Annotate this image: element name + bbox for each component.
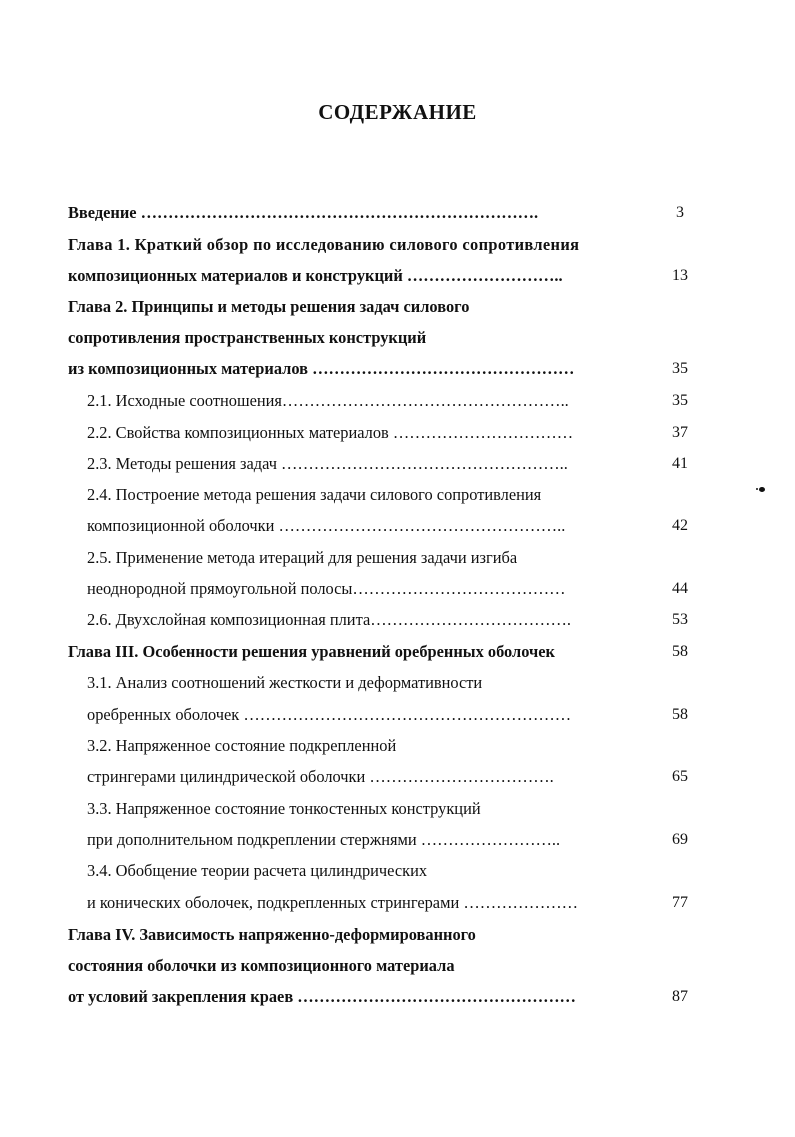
- toc-line: от условий закрепления краев ……………………………………………: [68, 987, 576, 1006]
- toc-page-number: 41: [672, 455, 688, 472]
- toc-page-number: 35: [672, 360, 688, 377]
- toc-page-number: 35: [672, 392, 688, 409]
- toc-page-number: 58: [672, 706, 688, 723]
- toc-page-number: 44: [672, 580, 688, 597]
- ink-mark: [756, 487, 765, 493]
- toc-line: 2.5. Применение метода итераций для решения задачи изгиба: [87, 548, 518, 567]
- toc-line: и конических оболочек, подкрепленных стрингерами …………………: [87, 893, 579, 912]
- toc-line: оребренных оболочек ……………………………………………………: [87, 705, 572, 724]
- toc-line: Глава IV. Зависимость напряженно-деформированного: [68, 925, 476, 944]
- toc-line: Глава 2. Принципы и методы решения задач силового: [68, 297, 470, 316]
- toc-page-number: 69: [672, 831, 688, 848]
- toc-line: Введение ……………………………………………………………….: [68, 203, 539, 222]
- toc-page-number: 3: [676, 204, 684, 221]
- toc-line: 2.1. Исходные соотношения……………………………………………..: [87, 391, 569, 410]
- toc-line: состояния оболочки из композиционного материала: [68, 956, 455, 975]
- toc-line: 3.2. Напряженное состояние подкрепленной: [87, 736, 397, 755]
- toc-line: 2.4. Построение метода решения задачи силового сопротивления: [87, 485, 542, 504]
- toc-line: неоднородной прямоугольной полосы…………………………………: [87, 579, 566, 598]
- toc-title: СОДЕРЖАНИЕ: [318, 100, 477, 124]
- toc-line: композиционной оболочки ……………………………………………..: [87, 516, 566, 535]
- toc-line: 2.6. Двухслойная композиционная плита……………………………….: [87, 610, 572, 629]
- toc-page-number: 58: [672, 643, 688, 660]
- toc-line: 3.3. Напряженное состояние тонкостенных конструкций: [87, 799, 481, 818]
- toc-page-number: 13: [672, 267, 688, 284]
- toc-page-number: 87: [672, 988, 688, 1005]
- toc-line: композиционных материалов и конструкций ………………………..: [68, 266, 563, 285]
- toc-line: 3.1. Анализ соотношений жесткости и деформативности: [87, 673, 483, 692]
- toc-page-number: 53: [672, 611, 688, 628]
- toc-line: Глава 1. Краткий обзор по исследованию силового сопротивления: [68, 235, 580, 254]
- toc-line: стрингерами цилиндрической оболочки …………………………….: [87, 767, 554, 786]
- toc-page-number: 65: [672, 768, 688, 785]
- toc-line: Глава III. Особенности решения уравнений оребренных оболочек: [68, 642, 555, 661]
- toc-line: 3.4. Обобщение теории расчета цилиндрических: [87, 861, 428, 880]
- toc-line: 2.3. Методы решения задач ……………………………………………..: [87, 454, 568, 473]
- toc-line: сопротивления пространственных конструкций: [68, 328, 427, 347]
- toc-line: из композиционных материалов …………………………………………: [68, 359, 575, 378]
- toc-page-number: 37: [672, 424, 688, 441]
- toc-page-number: 77: [672, 894, 688, 911]
- toc-line: при дополнительном подкреплении стержнями ……………………..: [87, 830, 561, 849]
- toc-line: 2.2. Свойства композиционных материалов ……………………………: [87, 423, 574, 442]
- toc-page-number: 42: [672, 517, 688, 534]
